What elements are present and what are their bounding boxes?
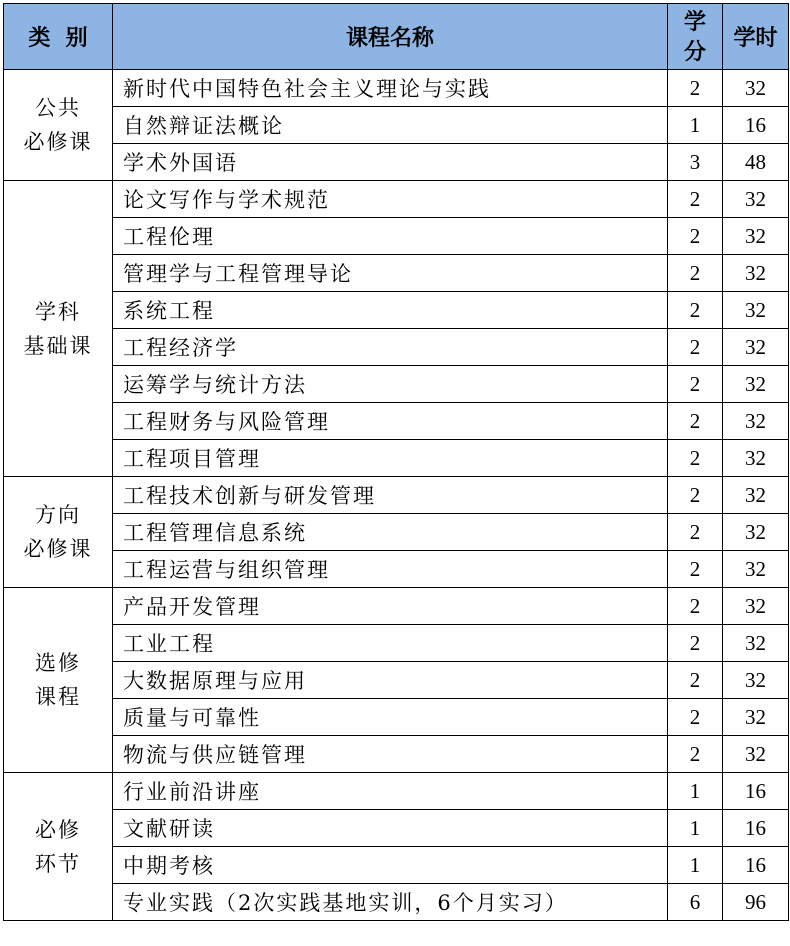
hours-cell: 16 (723, 847, 789, 884)
table-row (4, 625, 789, 662)
credits-cell: 1 (668, 107, 723, 144)
hours-cell: 32 (723, 255, 789, 292)
hours-cell: 96 (723, 884, 789, 921)
header-hours: 学时 (723, 4, 789, 70)
course-name-cell: 文献研读 (113, 810, 668, 847)
credits-cell: 2 (668, 329, 723, 366)
course-name-cell: 质量与可靠性 (113, 699, 668, 736)
table-row (4, 847, 789, 884)
table-row (4, 218, 789, 255)
category-line2: 必修课 (23, 130, 93, 154)
credits-cell: 2 (668, 699, 723, 736)
credits-cell: 2 (668, 255, 723, 292)
table-row (4, 736, 789, 773)
table-row (4, 107, 789, 144)
hours-cell: 32 (723, 440, 789, 477)
category-line2: 课程 (35, 685, 81, 709)
category-line2: 必修课 (23, 537, 93, 561)
table-row (4, 551, 789, 588)
header-credits-line1: 学 (683, 8, 706, 35)
hours-cell: 32 (723, 403, 789, 440)
credits-cell: 1 (668, 810, 723, 847)
credits-cell: 2 (668, 181, 723, 218)
credits-cell: 1 (668, 773, 723, 810)
category-cell (4, 477, 113, 588)
course-name-cell: 新时代中国特色社会主义理论与实践 (113, 70, 668, 107)
course-name-cell: 系统工程 (113, 292, 668, 329)
course-name-cell: 自然辩证法概论 (113, 107, 668, 144)
hours-cell: 32 (723, 551, 789, 588)
credits-cell: 2 (668, 440, 723, 477)
header-course-name: 课程名称 (113, 4, 668, 70)
hours-cell: 32 (723, 181, 789, 218)
header-credits-line2: 分 (683, 38, 706, 65)
table-row (4, 477, 789, 514)
table-row (4, 403, 789, 440)
hours-cell: 32 (723, 588, 789, 625)
credits-cell: 2 (668, 366, 723, 403)
table-row (4, 144, 789, 181)
course-name-cell: 产品开发管理 (113, 588, 668, 625)
course-name-cell: 工程财务与风险管理 (113, 403, 668, 440)
header-credits (668, 4, 723, 70)
course-name-cell: 工程技术创新与研发管理 (113, 477, 668, 514)
category-line1: 方向 (35, 503, 81, 527)
credits-cell: 2 (668, 292, 723, 329)
course-name-cell: 工程项目管理 (113, 440, 668, 477)
credits-cell: 3 (668, 144, 723, 181)
course-name-cell: 专业实践（2次实践基地实训，6个月实习） (113, 884, 668, 921)
credits-cell: 2 (668, 70, 723, 107)
course-name-cell: 行业前沿讲座 (113, 773, 668, 810)
course-name-cell: 学术外国语 (113, 144, 668, 181)
hours-cell: 32 (723, 70, 789, 107)
course-name-cell: 论文写作与学术规范 (113, 181, 668, 218)
header-row (4, 4, 789, 70)
category-cell (4, 588, 113, 773)
table-body (4, 70, 789, 921)
table-row (4, 588, 789, 625)
hours-cell: 32 (723, 514, 789, 551)
header-category: 类 别 (4, 4, 113, 70)
hours-cell: 16 (723, 773, 789, 810)
category-line2: 环节 (35, 851, 81, 876)
hours-cell: 32 (723, 329, 789, 366)
category-cell (4, 181, 113, 477)
course-name-cell: 工程伦理 (113, 218, 668, 255)
credits-cell: 2 (668, 514, 723, 551)
table-row (4, 662, 789, 699)
table-row (4, 255, 789, 292)
credits-cell: 6 (668, 884, 723, 921)
category-line1: 公共 (35, 96, 81, 120)
hours-cell: 32 (723, 292, 789, 329)
credits-cell: 2 (668, 625, 723, 662)
course-name-cell: 管理学与工程管理导论 (113, 255, 668, 292)
course-name-cell: 物流与供应链管理 (113, 736, 668, 773)
course-name-cell: 工程管理信息系统 (113, 514, 668, 551)
credits-cell: 2 (668, 736, 723, 773)
table-row (4, 810, 789, 847)
course-name-cell: 工业工程 (113, 625, 668, 662)
course-name-cell: 运筹学与统计方法 (113, 366, 668, 403)
hours-cell: 16 (723, 810, 789, 847)
credits-cell: 2 (668, 218, 723, 255)
hours-cell: 32 (723, 477, 789, 514)
hours-cell: 32 (723, 662, 789, 699)
credits-cell: 2 (668, 403, 723, 440)
table-row (4, 329, 789, 366)
table-row (4, 181, 789, 218)
hours-cell: 16 (723, 107, 789, 144)
hours-cell: 32 (723, 218, 789, 255)
category-cell (4, 773, 113, 921)
table-row (4, 440, 789, 477)
category-line1: 必修 (35, 817, 81, 842)
hours-cell: 32 (723, 736, 789, 773)
table-row (4, 884, 789, 921)
credits-cell: 2 (668, 551, 723, 588)
hours-cell: 32 (723, 699, 789, 736)
table-row (4, 514, 789, 551)
category-cell (4, 70, 113, 181)
course-name-cell: 工程经济学 (113, 329, 668, 366)
table-row (4, 699, 789, 736)
course-name-cell: 工程运营与组织管理 (113, 551, 668, 588)
hours-cell: 32 (723, 366, 789, 403)
hours-cell: 32 (723, 625, 789, 662)
credits-cell: 1 (668, 847, 723, 884)
table-row (4, 292, 789, 329)
table-row (4, 773, 789, 810)
credits-cell: 2 (668, 588, 723, 625)
table-row (4, 70, 789, 107)
category-line2: 基础课 (23, 333, 93, 358)
credits-cell: 2 (668, 477, 723, 514)
category-line1: 学科 (35, 299, 81, 324)
course-name-cell: 大数据原理与应用 (113, 662, 668, 699)
category-line1: 选修 (35, 651, 81, 675)
table-row (4, 366, 789, 403)
course-name-cell: 中期考核 (113, 847, 668, 884)
credits-cell: 2 (668, 662, 723, 699)
hours-cell: 48 (723, 144, 789, 181)
course-table (3, 3, 789, 921)
